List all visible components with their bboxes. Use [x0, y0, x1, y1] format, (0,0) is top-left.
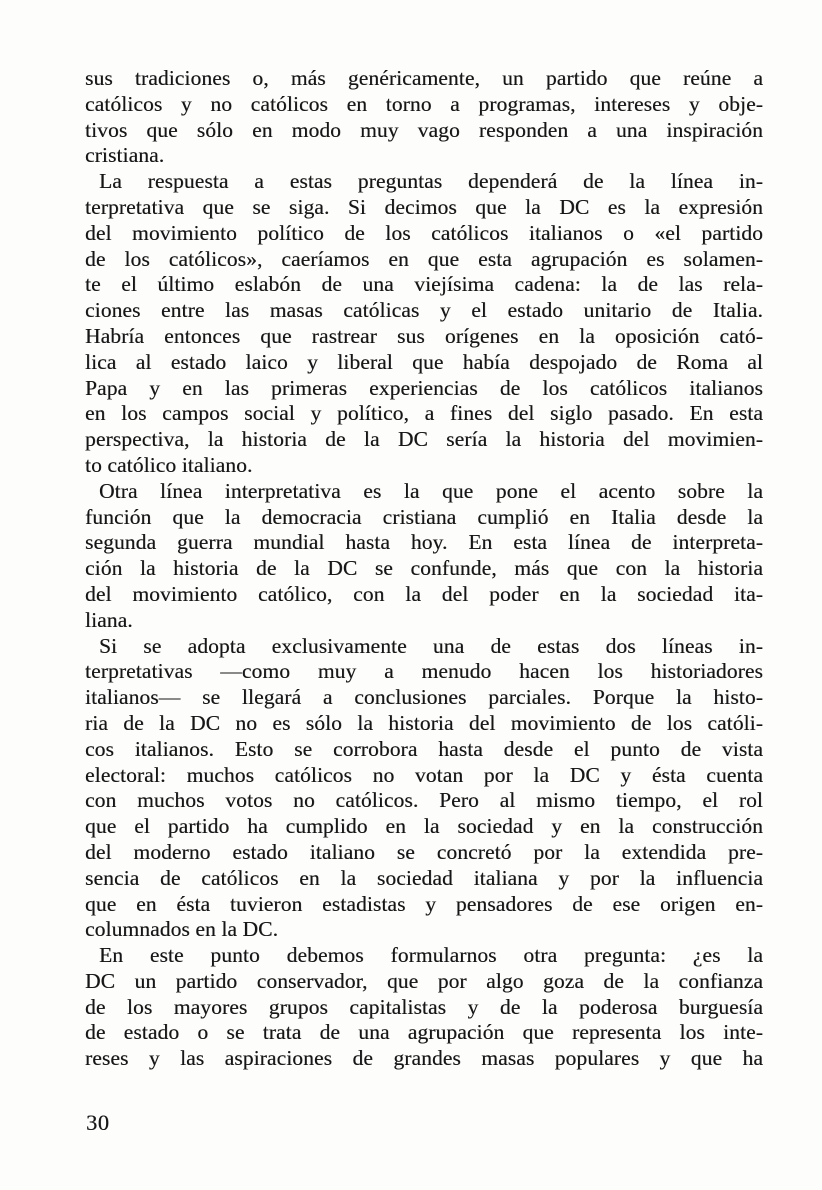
text-line: liana.: [85, 607, 133, 632]
text-line: en los campos social y político, a fines del siglo pasado. En esta: [85, 401, 763, 426]
text-line: reses y las aspiraciones de grandes masas populares y que ha: [85, 1046, 763, 1071]
text-line: cristiana.: [85, 143, 165, 168]
text-line: En este punto debemos formularnos otra pregunta: ¿es la: [99, 943, 763, 968]
paragraph: [85, 479, 763, 634]
text-line: de los mayores grupos capitalistas y de la poderosa burguesía: [85, 994, 763, 1019]
text-line: con muchos votos no católicos. Pero al mismo tiempo, el rol: [85, 788, 763, 813]
text-line: sencia de católicos en la sociedad italiana y por la influencia: [85, 865, 763, 890]
text-line: que el partido ha cumplido en la sociedad y en la construcción: [85, 814, 763, 839]
text-line: cos italianos. Esto se corrobora hasta desde el punto de vista: [85, 736, 763, 761]
text-line: del moderno estado italiano se concretó por la extendida pre-: [85, 839, 763, 864]
text-line: católicos y no católicos en torno a programas, intereses y obje-: [85, 91, 763, 116]
text-line: sus tradiciones o, más genéricamente, un partido que reúne a: [85, 66, 763, 90]
paragraph: [85, 634, 763, 944]
text-line: Otra línea interpretativa es la que pone el acento sobre la: [99, 478, 763, 503]
text-line: del movimiento político de los católicos italianos o «el partido: [85, 220, 763, 245]
body-text: [85, 66, 763, 1072]
text-line: Habría entonces que rastrear sus orígenes en la oposición cató-: [85, 323, 763, 348]
text-line: ciones entre las masas católicas y el estado unitario de Italia.: [85, 298, 763, 323]
paragraph: [85, 66, 763, 169]
text-line: de los católicos», caeríamos en que esta agrupación es solamen-: [85, 246, 763, 271]
text-line: electoral: muchos católicos no votan por la DC y ésta cuenta: [85, 762, 763, 787]
text-line: DC un partido conservador, que por algo goza de la confianza: [85, 968, 763, 993]
text-line: ción la historia de la DC se confunde, más que con la historia: [85, 556, 763, 581]
text-line: te el último eslabón de una viejísima cadena: la de las rela-: [85, 272, 763, 297]
text-line: terpretativa que se siga. Si decimos que la DC es la expresión: [85, 194, 763, 219]
paragraph: [85, 169, 763, 479]
text-line: Papa y en las primeras experiencias de los católicos italianos: [85, 375, 763, 400]
text-line: to católico italiano.: [85, 452, 253, 477]
text-line: lica al estado laico y liberal que había despojado de Roma al: [85, 349, 763, 374]
text-line: segunda guerra mundial hasta hoy. En esta línea de interpreta-: [85, 530, 763, 555]
text-line: tivos que sólo en modo muy vago responden a una inspiración: [85, 117, 763, 142]
text-line: terpretativas —como muy a menudo hacen los historiadores: [85, 659, 763, 684]
text-line: función que la democracia cristiana cumplió en Italia desde la: [85, 504, 763, 529]
text-line: columnados en la DC.: [85, 917, 279, 942]
text-line: del movimiento católico, con la del poder en la sociedad ita-: [85, 581, 763, 606]
text-line: de estado o se trata de una agrupación que representa los inte-: [85, 1020, 763, 1045]
text-line: ria de la DC no es sólo la historia del movimiento de los católi-: [85, 710, 763, 735]
text-line: La respuesta a estas preguntas dependerá de la línea in-: [99, 169, 763, 194]
text-line: que en ésta tuvieron estadistas y pensadores de ese origen en-: [85, 891, 763, 916]
page-number: 30: [86, 1110, 110, 1135]
text-line: Si se adopta exclusivamente una de estas dos líneas in-: [99, 633, 763, 658]
text-line: italianos— se llegará a conclusiones parciales. Porque la histo-: [85, 685, 763, 710]
paragraph: [85, 943, 763, 1072]
text-line: perspectiva, la historia de la DC sería la historia del movimien-: [85, 427, 763, 452]
